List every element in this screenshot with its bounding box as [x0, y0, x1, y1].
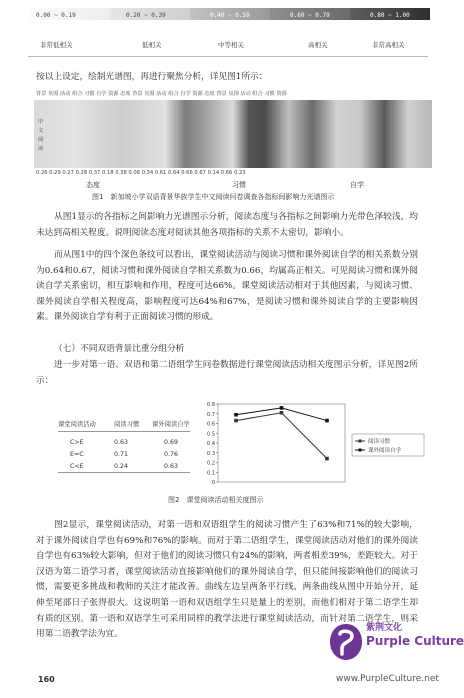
data-point — [280, 411, 284, 415]
legend-label: 课外阅读自学 — [368, 448, 402, 454]
paragraph-4: 图2显示，课堂阅读活动，对第一语和双语组学生的阅读习惯产生了63%和71%的较大影响，对于课外阅读自学也有69%和76%的影响。而对于第二语组学生，课堂阅读活动对他们的课外阅读自学也有63%较大影响，但对于他们的阅读习惯只有24%的影响，两者相差39%，差距较大。对于汉语为第二语学习者，课堂阅读活动直接影响他们的课外阅读自学，但只能间接影响他们的阅读习惯，需要更多挑战和教师的关注才能改善。曲线左边呈两条平行线，两条曲线从图中开始分开，延伸至尾部日子张得很大。这说明第一语和双语组学生只是量上的差别，而他们相对于第二语学生却有质的区别。第一语和双语学生可采用同样的教学法进行课堂阅读活动，而针对第二语学生，则采用第二语教学法为宜。 — [36, 520, 418, 640]
legend-range-2: 0.20 ~ 0.39 — [126, 12, 166, 19]
figure2-table — [58, 416, 190, 473]
legend-range-1: 0.00 ~ 0.19 — [36, 12, 76, 19]
legend-range-5: 0.80 ~ 1.00 — [370, 12, 410, 19]
data-point — [234, 413, 238, 417]
legend-label-1: 非常低相关 — [40, 41, 73, 49]
paragraph-1: 从图1显示的各指标之间影响力光谱图示分析，阅读态度与各指标之间影响力光带色泽较浅，均未达到高相关程度。说明阅读态度对阅读其他各项指标的关系不太密切，影响小。 — [36, 212, 418, 238]
data-point — [234, 419, 238, 423]
legend-label-5: 非常高相关 — [372, 41, 405, 49]
table-header-row — [58, 416, 190, 432]
legend-label-4: 高相关 — [308, 41, 328, 49]
table-header: 阅读习惯 — [114, 421, 140, 428]
figure1-group-habit: 习惯 — [232, 181, 246, 189]
figure2-caption: 图2 课堂阅读活动相关度图示 — [168, 496, 264, 504]
figure1-header-row: 背景 氛围 活动 组合 习惯 自学 资源 态度 背景 氛围 活动 组合 自学 资源 态度 背景 氛围 活动 组合 习惯 资源 — [36, 91, 287, 97]
data-point — [280, 406, 284, 410]
purple-culture-logo-icon — [328, 622, 364, 662]
watermark-chinese: 紫荆文化 — [366, 623, 403, 633]
legend-marker — [359, 449, 362, 452]
y-tick-label: 0.6 — [207, 421, 215, 428]
watermark-english: Purple Culture — [366, 634, 464, 648]
section-heading: （七）不同双语背景比重分组分析 — [54, 344, 185, 354]
watermark-url: www.PurpleCulture.net — [336, 674, 439, 684]
paragraph-3: 进一步对第一语、双语和第二语组学生问卷数据进行课堂阅读活动相关度图示分析，详见图2所示： — [36, 360, 418, 386]
table-header: 课堂阅读活动 — [58, 421, 96, 428]
y-tick-label: 0.1 — [207, 470, 215, 477]
y-tick-label: 0.5 — [207, 431, 215, 438]
figure1-group-self-study: 自学 — [350, 181, 364, 189]
figure1-caption: 图1 新加坡小学双语背景华族学生中文阅读问卷调查各指标间影响力光谱图示 — [92, 193, 335, 201]
series-line-1 — [236, 413, 327, 459]
y-tick-label: 0.8 — [207, 402, 215, 408]
legend-label-2: 低相关 — [142, 41, 162, 49]
divider — [28, 56, 428, 57]
figure1-values-row: 0.26 0.29 0.27 0.28 0.37 0.18 0.38 0.08 0.34 0.61 0.64 0.66 0.67 0.14 0.66 0.23 — [36, 170, 246, 176]
table-header: 课外阅读自学 — [152, 421, 190, 428]
table-row: E=C 0.71 0.76 — [70, 450, 179, 458]
y-tick-label: 0.4 — [207, 441, 215, 447]
data-point — [325, 419, 329, 423]
legend-range-3: 0.40 ~ 0.59 — [210, 12, 250, 19]
page-number: 160 — [38, 675, 55, 684]
y-tick-label: 0.2 — [207, 460, 215, 467]
legend-label: 阅读习惯 — [368, 439, 391, 445]
y-tick-label: 0 — [211, 480, 215, 486]
intro-text: 按以上设定，绘制光谱图，再进行聚焦分析，详见图1所示： — [36, 72, 268, 82]
figure1-group-attitude: 态度 — [86, 181, 100, 189]
purple-culture-watermark — [328, 618, 464, 698]
legend-range-4: 0.60 ~ 0.79 — [290, 12, 330, 19]
y-tick-label: 0.7 — [207, 411, 215, 418]
paragraph-2: 而从图1中的四个深色条纹可以看出，课堂阅读活动与阅读习惯和课外阅读自学的相关系数分别为0.64和0.67，阅读习惯和课外阅读自学相关系数为0.66，均属高正相关。可见阅读习惯和课外阅读自学关系密切，相互影响和作用，程度可达66%。课堂阅读活动相对于其他因素，与阅读习惯、课外阅读自学相关程度高，影响程度可达64%和67%，是阅读习惯和课外阅读自学的主要影响因素。课外阅读自学有利于正面阅读习惯的形成。 — [36, 250, 418, 323]
figure2-line-chart — [200, 398, 440, 492]
y-tick-label: 0.3 — [207, 450, 215, 457]
table-row: C<E 0.24 0.63 — [58, 460, 190, 473]
data-point — [325, 457, 329, 461]
table-row: C>E 0.63 0.69 — [70, 438, 179, 446]
figure1-side-label: 中文阅读 — [38, 119, 44, 152]
figure1-spectrum — [34, 100, 432, 168]
legend-marker — [359, 440, 362, 443]
legend-label-3: 中等相关 — [218, 41, 244, 49]
